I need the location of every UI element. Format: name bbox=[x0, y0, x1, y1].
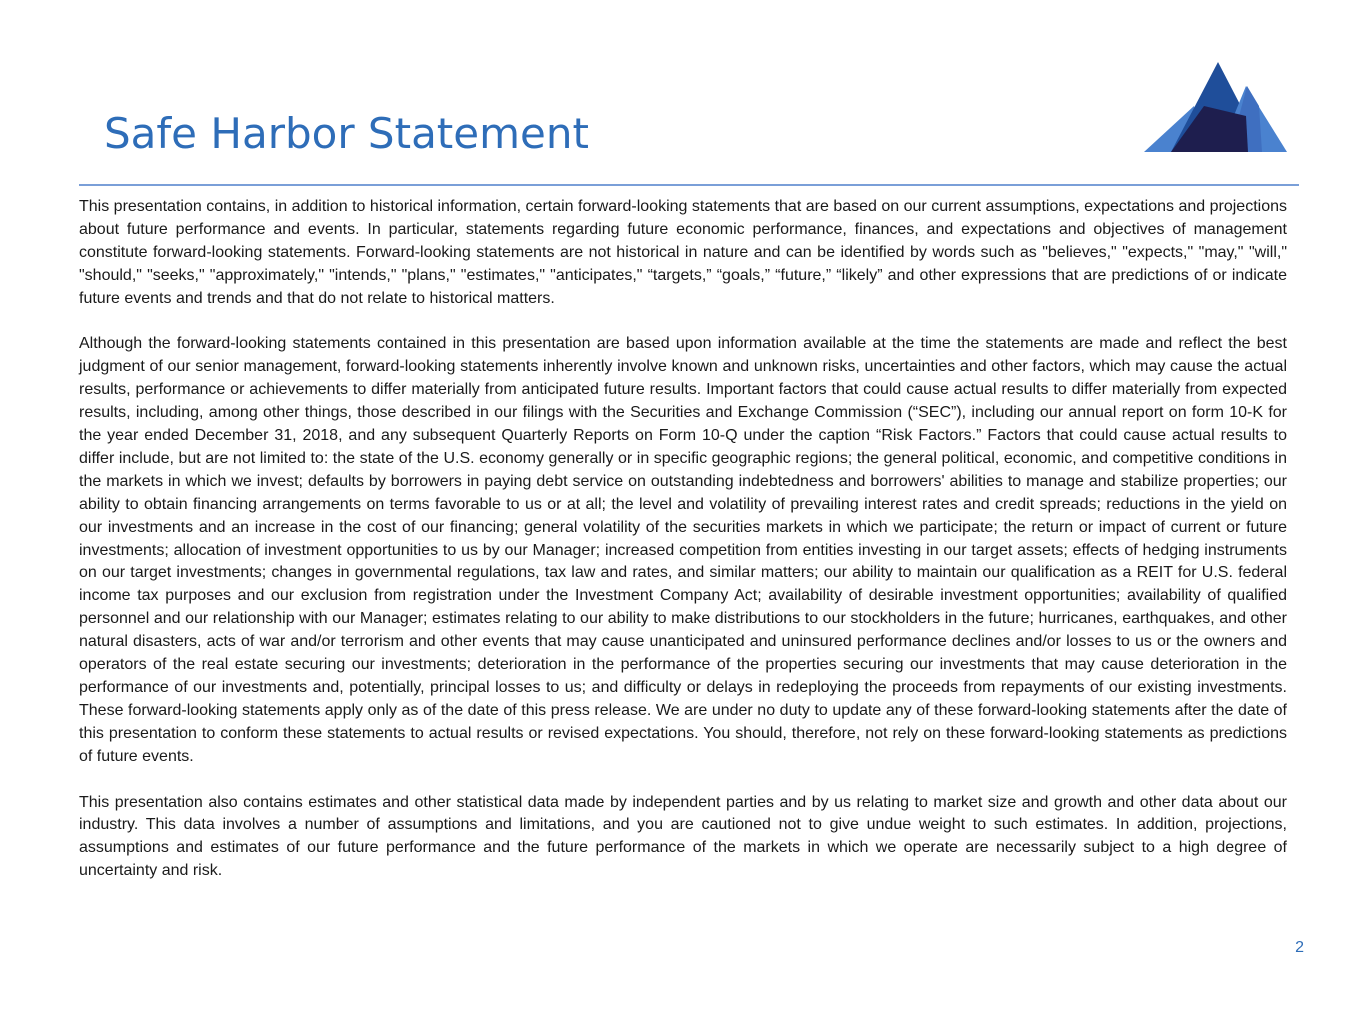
page-number: 2 bbox=[1295, 939, 1304, 956]
title-divider bbox=[79, 184, 1299, 186]
mountain-logo-icon bbox=[1144, 62, 1288, 154]
page-title: Safe Harbor Statement bbox=[104, 109, 589, 158]
paragraph-statistical-data: This presentation also contains estimates and other statistical data made by independent parties and by us relating to market size and growth and other data about our industry. This data involves a number of assumptions and limitations, and you are cautioned not to give undue weight to such estimates. In addition, projections, assumptions and estimates of our future performance and the future performance of the markets in which we operate are necessarily subject to a high degree of uncertainty and risk. bbox=[79, 793, 1287, 880]
paragraph-forward-looking-intro: This presentation contains, in addition to historical information, certain forward-looking statements that are based on our current assumptions, expectations and projections about future performance and events. In particular, statements regarding future economic performance, finances, and expectations and objectives of management constitute forward-looking statements. Forward-looking statements are not historical in nature and can be identified by words such as "believes," "expects," "may," "will," "should," "seeks," "approximately," "intends," "plans," "estimates," "anticipates," “targets,” “goals,” “future,” “likely” and other expressions that are predictions of or indicate future events and trends and that do not relate to historical matters. bbox=[79, 198, 1287, 307]
paragraph-risk-factors: Although the forward-looking statements contained in this presentation are based upon information available at the time the statements are made and reflect the best judgment of our senior management, forward-looking statements inherently involve known and unknown risks, uncertainties and other factors, which may cause the actual results, performance or achievements to differ materially from anticipated future results. Important factors that could cause actual results to differ materially from expected results, including, among other things, those described in our filings with the Securities and Exchange Commission (“SEC”), including our annual report on form 10-K for the year ended December 31, 2018, and any subsequent Quarterly Reports on Form 10-Q under the caption “Risk Factors.” Factors that could cause actual results to differ include, but are not limited to: the state of the U.S. economy generally or in specific geographic regions; the general political, economic, and competitive conditions in the markets in which we invest; defaults by borrowers in paying debt service on outstanding indebtedness and borrowers' abilities to manage and stabilize properties; our ability to obtain financing arrangements on terms favorable to us or at all; the level and volatility of prevailing interest rates and credit spreads; reductions in the yield on our investments and an increase in the cost of our financing; general volatility of the securities markets in which we participate; the return or impact of current or future investments; allocation of investment opportunities to us by our Manager; increased competition from entities investing in our target assets; effects of hedging instruments on our target investments; changes in governmental regulations, tax law and rates, and similar matters; our ability to maintain our qualification as a REIT for U.S. federal income tax purposes and our exclusion from registration under the Investment Company Act; availability of desirable investment opportunities; availability of qualified personnel and our relationship with our Manager; estimates relating to our ability to make distributions to our stockholders in the future; hurricanes, earthquakes, and other natural disasters, acts of war and/or terrorism and other events that may cause unanticipated and uninsured performance declines and/or losses to us or the owners and operators of the real estate securing our investments; deterioration in the performance of the properties securing our investments that may cause deterioration in the performance of our investments and, potentially, principal losses to us; and difficulty or delays in redeploying the proceeds from repayments of our existing investments. These forward-looking statements apply only as of the date of this press release. We are under no duty to update any of these forward-looking statements after the date of this presentation to conform these statements to actual results or revised expectations. You should, therefore, not rely on these forward-looking statements as predictions of future events. bbox=[79, 335, 1287, 765]
disclaimer-body bbox=[79, 196, 1287, 883]
